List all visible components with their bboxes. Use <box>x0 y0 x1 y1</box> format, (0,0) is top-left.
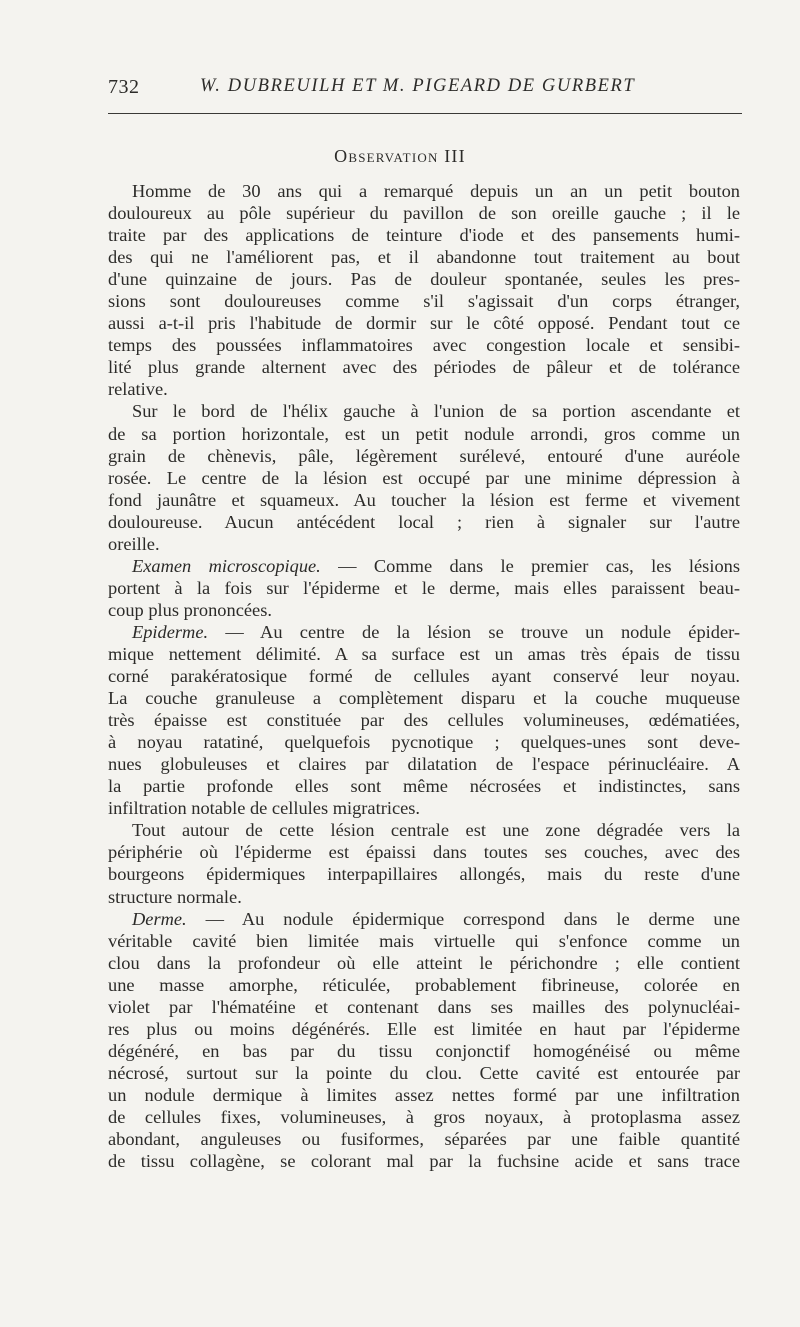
text-line: sions sont douloureuses comme s'il s'agissait d'un corps étranger, <box>108 291 740 312</box>
text-line: lité plus grande alternent avec des périodes de pâleur et de tolérance <box>108 357 740 378</box>
text-line: douloureux au pôle supérieur du pavillon de son oreille gauche ; il le <box>108 203 740 224</box>
text-line: à noyau ratatiné, quelquefois pycnotique ; quelques-unes sont deve- <box>108 732 740 753</box>
text-line: nues globuleuses et claires par dilatation de l'espace périnucléaire. A <box>108 754 740 775</box>
italic-lead: Derme. <box>132 908 187 929</box>
text-line: de cellules fixes, volumineuses, à gros noyaux, à protoplasma assez <box>108 1106 740 1127</box>
text-line: de tissu collagène, se colorant mal par la fuchsine acide et sans trace <box>108 1151 740 1172</box>
header-rule <box>108 113 742 114</box>
text-line: des qui ne l'améliorent pas, et il abandonne tout traitement au bout <box>108 247 740 268</box>
text-line: Examen microscopique. — Comme dans le premier cas, les lésions <box>132 555 740 576</box>
text-line: fond jaunâtre et squameux. Au toucher la lésion est ferme et vivement <box>108 489 740 510</box>
text-line: dégénéré, en bas par du tissu conjonctif homogénéisé ou même <box>108 1040 740 1061</box>
text-line: traite par des applications de teinture d'iode et des pansements humi- <box>108 225 740 246</box>
text-line: rosée. Le centre de la lésion est occupé par une minime dépression à <box>108 467 740 488</box>
text-line: très épaisse est constituée par des cellules volumineuses, œdématiées, <box>108 710 740 731</box>
text-line: mique nettement délimité. A sa surface est un amas très épais de tissu <box>108 643 740 664</box>
text-line: périphérie où l'épiderme est épaissi dans toutes ses couches, avec des <box>108 842 740 863</box>
text-line: temps des poussées inflammatoires avec congestion locale et sensibi- <box>108 335 740 356</box>
text-line: La couche granuleuse a complètement disparu et la couche muqueuse <box>108 688 740 709</box>
text-line: Sur le bord de l'hélix gauche à l'union de sa portion ascendante et <box>132 401 740 422</box>
text-line: un nodule dermique à limites assez nettes formé par une infiltration <box>108 1084 740 1105</box>
text-line: Derme. — Au nodule épidermique correspond dans le derme une <box>132 908 740 929</box>
section-title: Observation III <box>334 146 466 166</box>
text-line: d'une quinzaine de jours. Pas de douleur spontanée, seules les pres- <box>108 269 740 290</box>
text-line: relative. <box>108 379 168 400</box>
text-line: douloureuse. Aucun antécédent local ; rien à signaler sur l'autre <box>108 511 740 532</box>
text-line: abondant, anguleuses ou fusiformes, séparées par une faible quantité <box>108 1129 740 1150</box>
text-line: coup plus prononcées. <box>108 599 272 620</box>
text-line: véritable cavité bien limitée mais virtuelle qui s'enfonce comme un <box>108 930 740 951</box>
text-line: violet par l'hématéine et contenant dans ses mailles des polynucléai- <box>108 996 740 1017</box>
text-line: clou dans la profondeur où elle atteint le périchondre ; elle contient <box>108 952 740 973</box>
text-line: grain de chènevis, pâle, légèrement surélevé, entouré d'une auréole <box>108 445 740 466</box>
text-line: oreille. <box>108 533 160 554</box>
italic-lead: Epiderme. <box>132 621 209 642</box>
text-line: Tout autour de cette lésion centrale est une zone dégradée vers la <box>132 820 740 841</box>
text-line: de sa portion horizontale, est un petit nodule arrondi, gros comme un <box>108 423 740 444</box>
body-text <box>108 180 740 1172</box>
text-line: une masse amorphe, réticulée, probablement fibrineuse, colorée en <box>108 974 740 995</box>
text-line: bourgeons épidermiques interpapillaires allongés, mais du reste d'une <box>108 864 740 885</box>
page-header <box>108 76 740 106</box>
text-line: aussi a-t-il pris l'habitude de dormir sur le côté opposé. Pendant tout ce <box>108 313 740 334</box>
text-line: res plus ou moins dégénérés. Elle est limitée en haut par l'épiderme <box>108 1018 740 1039</box>
text-line: Homme de 30 ans qui a remarqué depuis un an un petit bouton <box>132 181 740 201</box>
text-line: corné parakératosique formé de cellules ayant conservé leur noyau. <box>108 666 740 687</box>
running-head: W. DUBREUILH ET M. PIGEARD DE GURBERT <box>200 76 636 96</box>
page-number: 732 <box>108 76 140 98</box>
text-line: la partie profonde elles sont même nécrosées et indistinctes, sans <box>108 776 740 797</box>
text-line: infiltration notable de cellules migratrices. <box>108 798 421 819</box>
text-line: portent à la fois sur l'épiderme et le derme, mais elles paraissent beau- <box>108 577 740 598</box>
text-line: Epiderme. — Au centre de la lésion se trouve un nodule épider- <box>132 621 740 642</box>
text-line: structure normale. <box>108 886 242 907</box>
italic-lead: Examen microscopique. <box>132 555 321 576</box>
text-line: nécrosé, surtout sur la pointe du clou. Cette cavité est entourée par <box>108 1062 740 1083</box>
